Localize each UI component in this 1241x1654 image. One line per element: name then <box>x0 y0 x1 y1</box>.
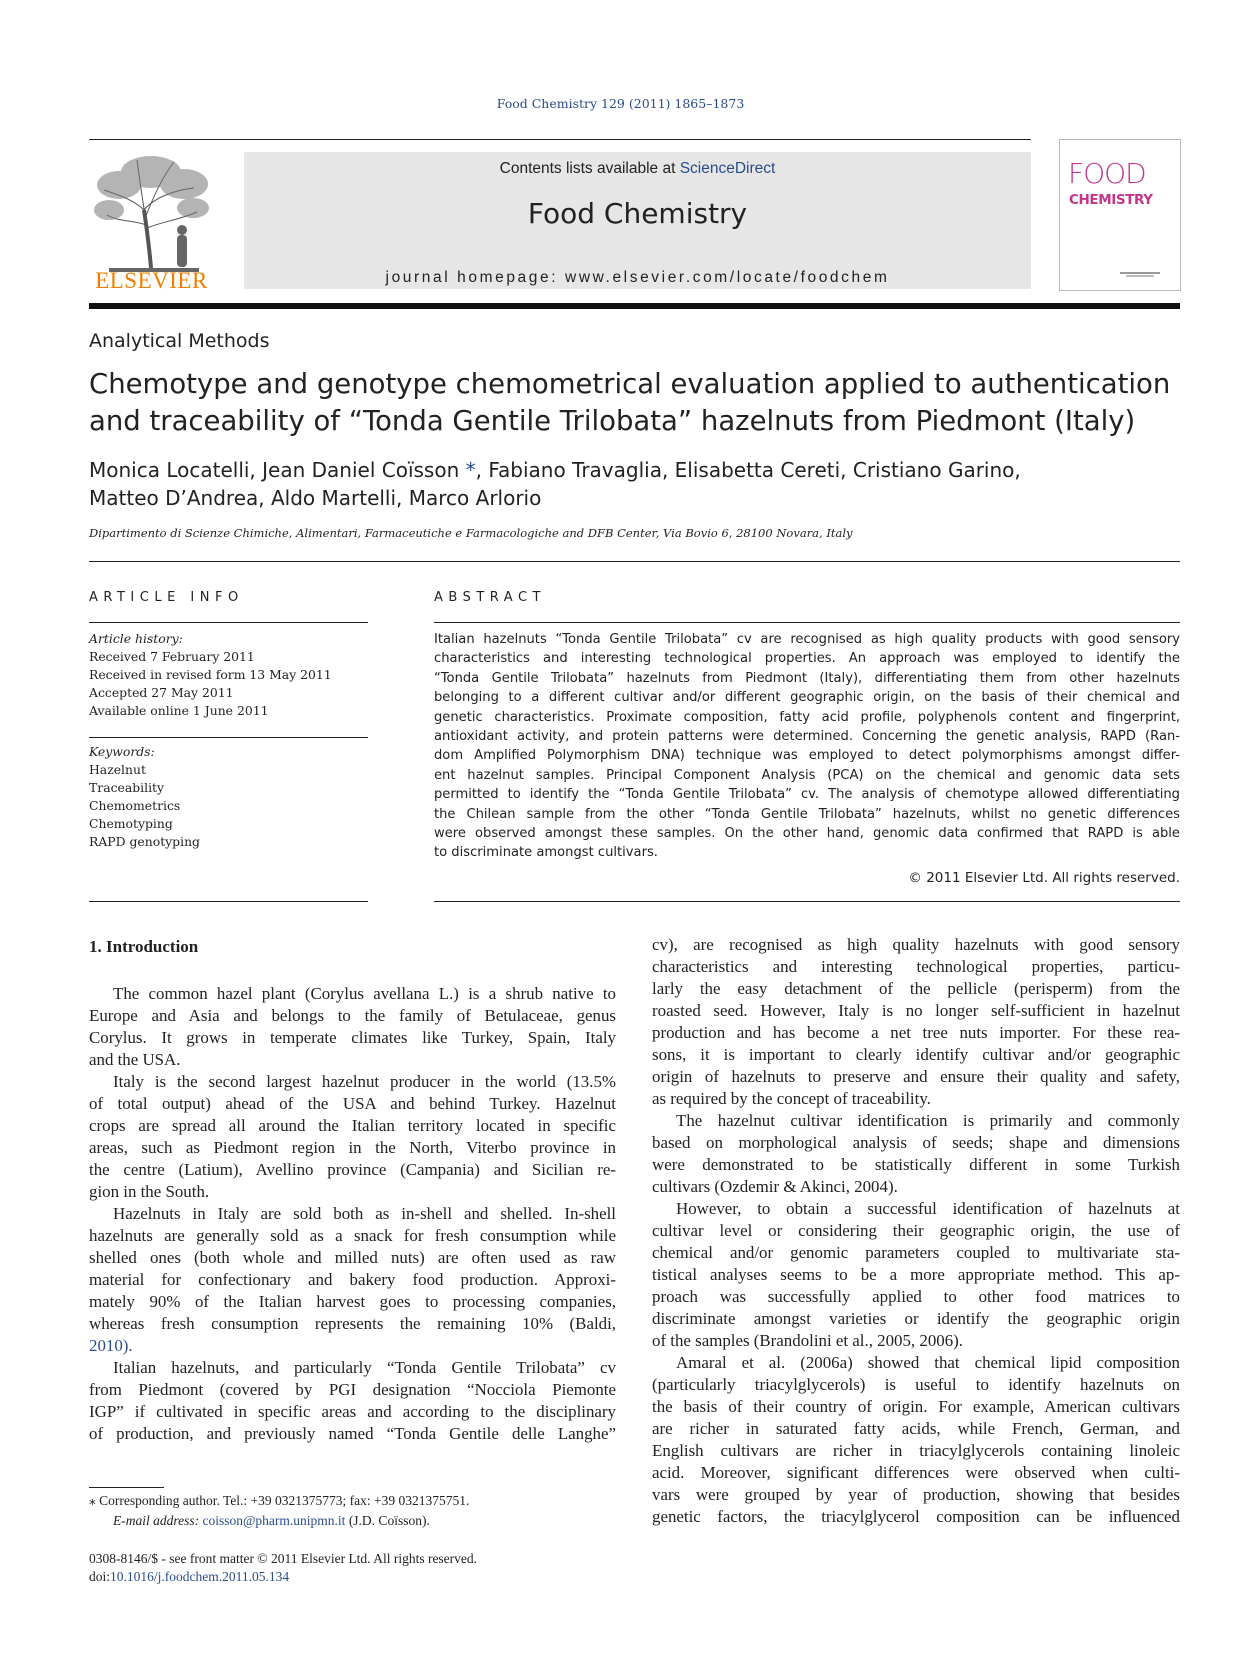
body-line: roasted seed. However, Italy is no longer self-sufficient in hazelnut <box>652 1001 1180 1020</box>
body-line: gion in the South. <box>89 1182 210 1201</box>
body-line: crops are spread all around the Italian territory located in specific <box>89 1116 616 1135</box>
abstract-line: were observed amongst these samples. On the other hand, genomic data confirmed that RAPD is able <box>434 826 1180 842</box>
body-line: of production, and previously named “Tonda Gentile delle Langhe” <box>89 1424 616 1443</box>
body-line: chemical and/or genomic parameters coupled to multivariate sta- <box>652 1243 1180 1262</box>
keywords <box>89 743 200 851</box>
issn-line: 0308-8146/$ - see front matter © 2011 Elsevier Ltd. All rights reserved. <box>89 1551 478 1566</box>
authors-part: , Fabiano Travaglia, Elisabetta Cereti, Cristiano Garino, <box>475 458 1021 482</box>
abstract-line: belonging to a different cultivar and/or different geographic origin, on the basis of their chemical and <box>434 690 1180 706</box>
body-line: based on morphological analysis of seeds; shape and dimensions <box>652 1133 1180 1152</box>
keyword: Chemometrics <box>89 798 181 813</box>
body-line: cultivar level or considering their geographic origin, the use of <box>652 1221 1180 1240</box>
publication-meta <box>89 1550 477 1586</box>
cover-food-word: FOOD <box>1068 157 1146 190</box>
body-line: larly the easy detachment of the pellicle (perisperm) from the <box>652 979 1180 998</box>
body-line: and the USA. <box>89 1050 181 1069</box>
article-history <box>89 630 332 720</box>
body-line: cultivars (Ozdemir & Akinci, 2004). <box>652 1177 898 1196</box>
abstract-line: antioxidant activity, and protein patterns were determined. Concerning the genetic analysis, RAPD (Ran- <box>434 729 1180 745</box>
keywords-label: Keywords: <box>89 744 155 759</box>
body-line: genetic factors, the triacylglycerol composition can be influenced <box>652 1507 1180 1526</box>
abstract-line: characteristics and interesting technological properties. An approach was employed to identify the <box>434 651 1180 667</box>
affiliation-rule <box>89 561 1180 562</box>
body-line: vars were grouped by year of production, showing that besides <box>652 1485 1180 1504</box>
body-line: origin of hazelnuts to preserve and ensure their quality and safety, <box>652 1067 1180 1086</box>
body-line: from Piedmont (covered by PGI designation “Nocciola Piemonte <box>89 1380 616 1399</box>
body-line: proach was successfully applied to other food matrices to <box>652 1287 1180 1306</box>
body-line: Italian hazelnuts, and particularly “Tonda Gentile Trilobata” cv <box>113 1358 616 1377</box>
history-item: Received in revised form 13 May 2011 <box>89 667 332 682</box>
keyword: RAPD genotyping <box>89 834 200 849</box>
history-item: Received 7 February 2011 <box>89 649 255 664</box>
body-line: the centre (Latium), Avellino province (Campania) and Sicilian re- <box>89 1160 616 1179</box>
body-line: the basis of their country of origin. For example, American cultivars <box>652 1397 1180 1416</box>
header-thick-rule <box>89 303 1180 309</box>
body-line: hazelnuts are generally sold as a snack for fresh consumption while <box>89 1226 616 1245</box>
abstract-line: Italian hazelnuts “Tonda Gentile Trilobata” cv are recognised as high quality products with good sensory <box>434 632 1180 647</box>
corresponding-author-link[interactable]: * <box>459 458 476 482</box>
article-title <box>89 366 1189 440</box>
body-line: Amaral et al. (2006a) showed that chemical lipid composition <box>676 1353 1180 1372</box>
email-suffix: (J.D. Coïsson). <box>345 1513 430 1528</box>
body-line: characteristics and interesting technological properties, particu- <box>652 957 1180 976</box>
abstract-rule <box>434 622 1180 623</box>
history-item: Available online 1 June 2011 <box>89 703 269 718</box>
body-line: Corylus. It grows in temperate climates like Turkey, Spain, Italy <box>89 1028 616 1047</box>
author-line <box>89 456 1189 484</box>
body-line: discriminate amongst varieties or identify the geographic origin <box>652 1309 1180 1328</box>
header-top-rule <box>89 139 1031 140</box>
abstract-line: ent hazelnut samples. Principal Component Analysis (PCA) on the chemical and genomic data sets <box>434 767 1180 783</box>
body-line: English cultivars are richer in triacylglycerols containing linoleic <box>652 1441 1180 1460</box>
abstract-heading: ABSTRACT <box>434 590 546 605</box>
section-type: Analytical Methods <box>89 330 270 352</box>
email-line <box>89 1511 469 1531</box>
abstract-bottom-rule <box>434 901 1180 902</box>
body-line: tistical analyses seems to be a more appropriate method. This ap- <box>652 1265 1180 1284</box>
body-line: However, to obtain a successful identification of hazelnuts at <box>676 1199 1180 1218</box>
keyword: Hazelnut <box>89 762 146 777</box>
body-line: production and has become a net tree nuts importer. For these rea- <box>652 1023 1180 1042</box>
author-list <box>89 456 1189 512</box>
body-line: Italy is the second largest hazelnut producer in the world (13.5% <box>113 1072 616 1091</box>
authors-part: Monica Locatelli, Jean Daniel Coïsson <box>89 458 460 482</box>
elsevier-wordmark: ELSEVIER <box>95 268 208 293</box>
article-info-heading: ARTICLE INFO <box>89 590 244 605</box>
body-line: The common hazel plant (Corylus avellana L.) is a shrub native to <box>113 984 616 1003</box>
abstract-line: “Tonda Gentile Trilobata” hazelnuts from Piedmont (Italy), differentiating them from other hazelnuts <box>434 670 1180 686</box>
abstract-line: to discriminate amongst cultivars. <box>434 845 658 861</box>
copyright: © 2011 Elsevier Ltd. All rights reserved. <box>908 870 1180 886</box>
abstract-line: genetic characteristics. Proximate composition, fatty acid profile, polyphenols content and fingerprint, <box>434 709 1180 725</box>
body-line: of total output) ahead of the USA and behind Turkey. Hazelnut <box>89 1094 616 1113</box>
article-info-bottom-rule <box>89 901 368 902</box>
body-line: shelled ones (both whole and milled nuts) are often used as raw <box>89 1248 616 1267</box>
keyword: Traceability <box>89 780 165 795</box>
email-link[interactable]: coisson@pharm.unipmn.it <box>202 1513 346 1528</box>
contents-line <box>244 160 1031 178</box>
body-line: whereas fresh consumption represents the remaining 10% (Baldi, <box>89 1314 616 1333</box>
corresponding-author-note: ⁎ Corresponding author. Tel.: +39 0321375773; fax: +39 0321375751. <box>89 1493 470 1508</box>
body-line: acid. Moreover, significant differences were observed when culti- <box>652 1463 1180 1482</box>
cover-publisher-mark <box>1120 270 1160 278</box>
doi-line <box>89 1568 477 1586</box>
body-line: areas, such as Piedmont region in the North, Viterbo province in <box>89 1138 616 1157</box>
abstract-line: the Chilean sample from the other “Tonda Gentile Trilobata” hazelnuts, whilst no genetic differences <box>434 806 1180 822</box>
journal-homepage[interactable]: journal homepage: www.elsevier.com/locate/foodchem <box>385 269 890 286</box>
title-line: and traceability of “Tonda Gentile Trilobata” hazelnuts from Piedmont (Italy) <box>89 405 1136 437</box>
body-column-left <box>89 983 616 1445</box>
doi-link[interactable]: 10.1016/j.foodchem.2011.05.134 <box>110 1569 290 1584</box>
cover-chemistry-word: CHEMISTRY <box>1069 192 1153 208</box>
history-item: Accepted 27 May 2011 <box>89 685 234 700</box>
body-line: Hazelnuts in Italy are sold both as in-shell and shelled. In-shell <box>113 1204 616 1223</box>
abstract-text <box>434 630 1180 863</box>
body-line: material for confectionary and bakery food production. Approxi- <box>89 1270 616 1289</box>
email-label: E-mail address: <box>113 1513 203 1528</box>
journal-reference-link[interactable]: Food Chemistry 129 (2011) 1865–1873 <box>496 96 745 111</box>
abstract-line: dom Amplified Polymorphism DNA) technique was employed to detect polymorphisms amongst differ- <box>434 748 1180 764</box>
body-line: of the samples (Brandolini et al., 2005, 2006). <box>652 1331 964 1350</box>
footnote-rule <box>89 1487 164 1488</box>
body-line: cv), are recognised as high quality hazelnuts with good sensory <box>652 935 1180 954</box>
doi-label: doi: <box>89 1569 111 1584</box>
body-column-right <box>652 934 1180 1528</box>
section-heading-introduction: 1. Introduction <box>89 937 199 956</box>
affiliation: Dipartimento di Scienze Chimiche, Alimentari, Farmaceutiche e Farmacologiche and DFB Center, Via Bovio 6, 28100 Novara, Italy <box>89 526 853 540</box>
journal-cover-thumbnail <box>1059 139 1181 291</box>
journal-name: Food Chemistry <box>527 197 748 230</box>
article-info-rule <box>89 622 368 623</box>
keyword: Chemotyping <box>89 816 173 831</box>
journal-header-box <box>244 152 1031 289</box>
sciencedirect-link[interactable]: ScienceDirect <box>679 160 776 177</box>
history-rule <box>89 737 368 738</box>
body-line: Europe and Asia and belongs to the family of Betulaceae, genus <box>89 1006 616 1025</box>
body-line: are richer in saturated fatty acids, while French, German, and <box>652 1419 1180 1438</box>
author-line: Matteo D’Andrea, Aldo Martelli, Marco Arlorio <box>89 486 542 510</box>
body-line: (particularly triacylglycerols) is useful to identify hazelnuts on <box>652 1375 1180 1394</box>
body-line: mately 90% of the Italian harvest goes to processing companies, <box>89 1292 616 1311</box>
body-line: The hazelnut cultivar identification is primarily and commonly <box>676 1111 1180 1130</box>
body-line: IGP” if cultivated in specific areas and according to the disciplinary <box>89 1402 616 1421</box>
body-line: were demonstrated to be statistically different in some Turkish <box>652 1155 1180 1174</box>
body-line: sons, it is important to clearly identify cultivar and/or geographic <box>652 1045 1180 1064</box>
footnote <box>89 1491 469 1531</box>
contents-prefix: Contents lists available at <box>499 160 680 177</box>
history-label: Article history: <box>89 631 183 646</box>
title-line: Chemotype and genotype chemometrical evaluation applied to authentication <box>89 368 1171 400</box>
body-line: as required by the concept of traceability. <box>652 1089 931 1108</box>
abstract-line: permitted to identify the “Tonda Gentile Trilobata” cv. The analysis of chemotype allowed differentiating <box>434 787 1180 803</box>
citation-link[interactable]: 2010). <box>89 1336 133 1355</box>
